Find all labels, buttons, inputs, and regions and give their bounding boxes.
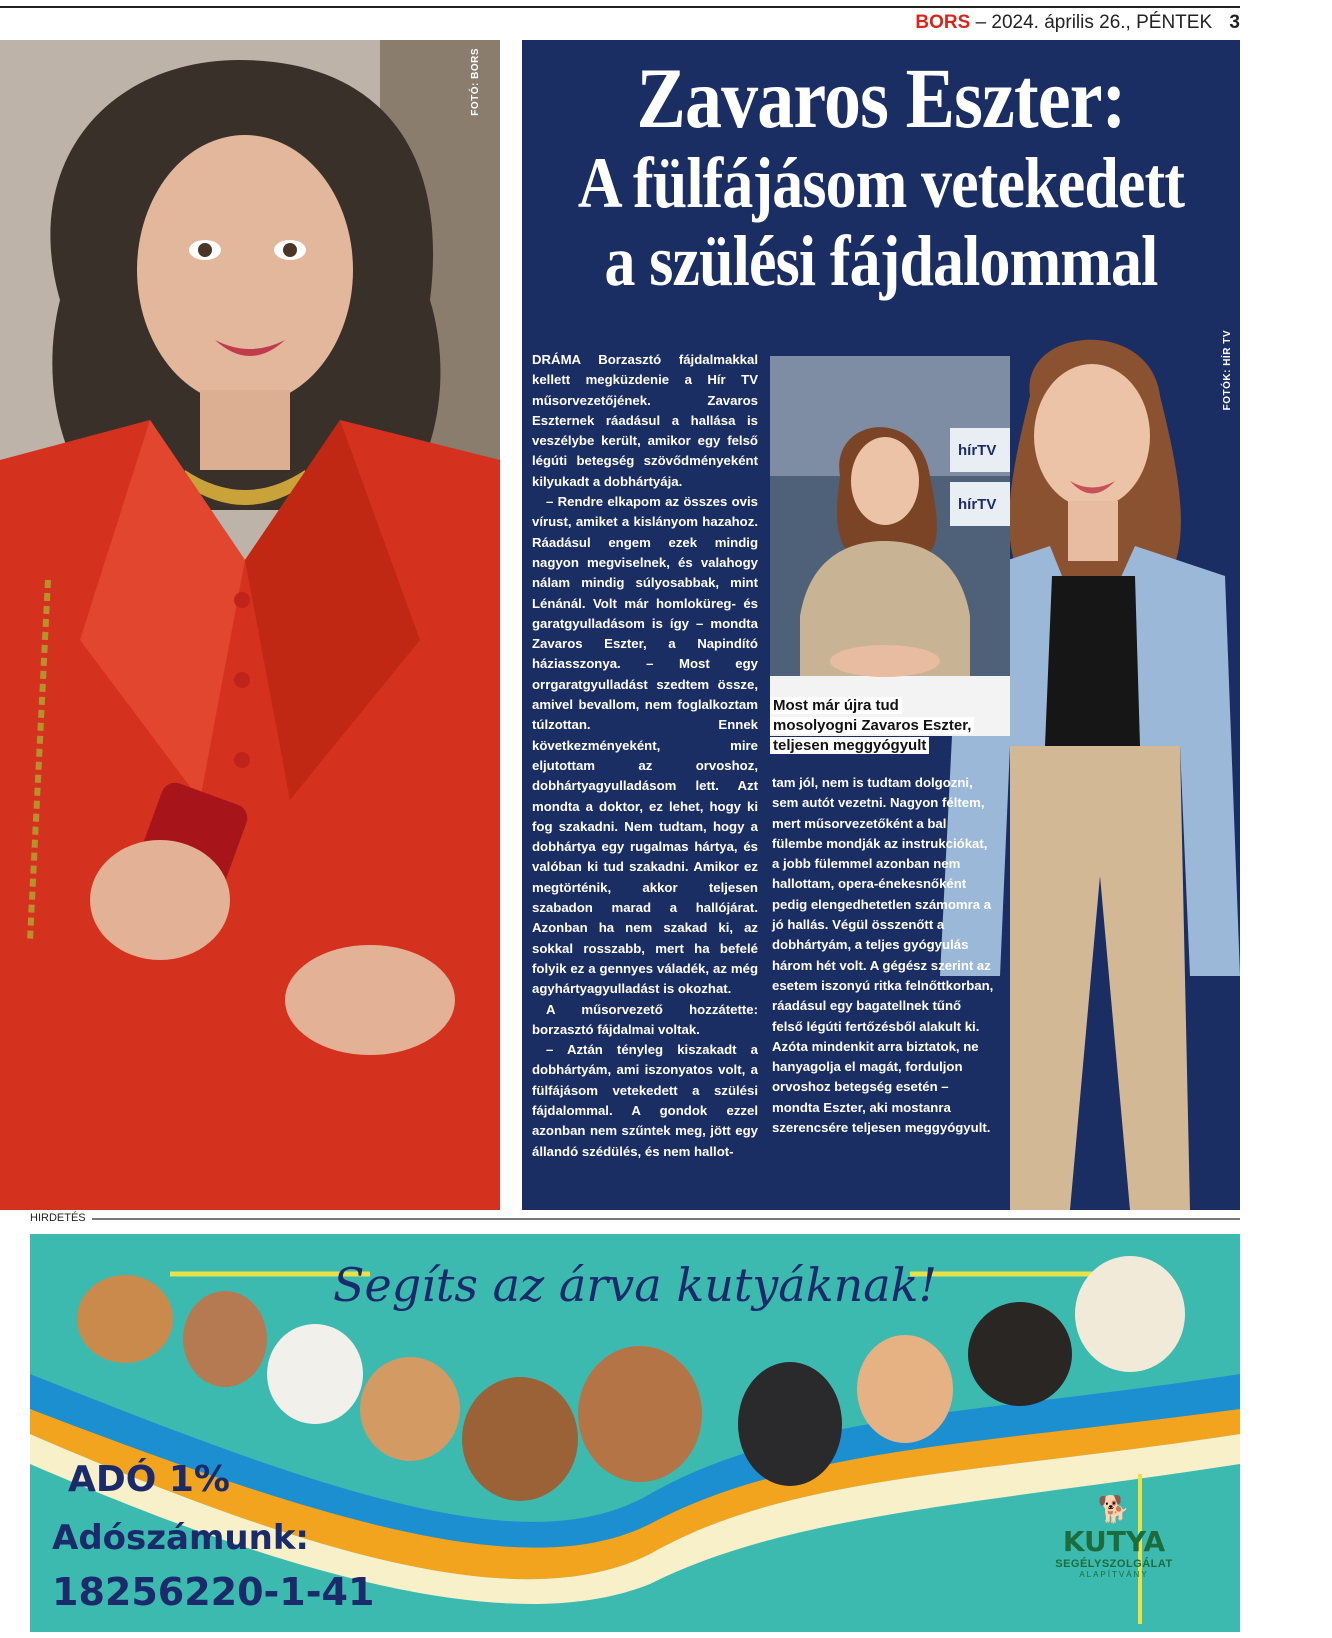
headline-line-3: a szülési fájdalommal (604, 221, 1158, 301)
portrait-illustration (0, 40, 500, 1210)
dog-charity-advert (30, 1234, 1240, 1632)
logo-main: KUTYA (1062, 1525, 1166, 1558)
portrait-photo-red-jacket (0, 40, 500, 1210)
caption-line: Most már újra tud (770, 697, 902, 714)
headline-line-2: A fülfájásom vetekedett (577, 143, 1185, 223)
body-paragraph-continued: tam jól, nem is tudtam dolgozni, sem autót vezetni. Nagyon féltem, mert műsorvezetőként a bal fülembe mondják az instrukciókat, a jobb fülemmel azonban nem hallottam, opera-énekesnőként pedig elengedhetetlen számomra a jó hallás. Végül összenőtt a dobhártyám, a teljes gyógyulás három hét volt. A gégész szerint az esetem iszonyú ritka felnőttkorban, ráadásul egy bagatellnek tűnő felső légúti fertőzésből alakult ki. Azóta mindenkit arra biztatok, ne hanyagolja el magát, forduljon orvoshoz betegség esetén – mondta Eszter, aki mostanra szerencsére teljesen meggyógyult. (772, 775, 994, 1136)
headline (522, 52, 1240, 300)
page-header (0, 10, 1240, 36)
issue-date: – 2024. április 26., PÉNTEK (975, 12, 1213, 33)
dog-head-icon: 🐕 (1097, 1494, 1131, 1524)
photo-caption (770, 696, 1015, 756)
studio-photo (770, 356, 1010, 736)
ad-account-number: 18256220-1-41 (52, 1570, 375, 1614)
logo-foot: ALAPÍTVÁNY (1079, 1570, 1149, 1579)
ad-title: Segíts az árva kutyáknak! (332, 1258, 938, 1312)
logo-sub: SEGÉLYSZOLGÁLAT (1055, 1558, 1173, 1570)
charity-logo (1054, 1494, 1174, 1624)
ad-account-label: Adószámunk: (52, 1518, 310, 1558)
ad-rule (92, 1218, 1240, 1220)
article-panel (522, 40, 1240, 1210)
body-paragraph: – Rendre elkapom az összes ovis vírust, amiket a kislányom hazahoz. Ráadásul engem ezek mindig nagyon megviselnek, és valahogy nálam mindig súlyosabbak, mint Lénánál. Volt már homloküreg- és garatgyulladásom is így – mondta Zavaros Eszter, a Napindító háziasszonya. – Most egy orrgaratgyulladást szedtem össze, amivel bevallom, nem foglalkoztam túlzottan. Ennek következményeként, mire eljutottam az orvoshoz, dobhártyagyulladásom lett. Azt mondta a doktor, ez lehet, hogy ki fog szakadni. Nem tudtam, hogy a dobhártya egy rugalmas hártya, és valóban ki tud szakadni. Amikor ez megtörténik, akkor teljesen szabadon marad a hallójárat. Azonban ha nem szakad ki, az sokkal rosszabb, mert ha befelé folyik ez a gennyes váladék, az még agyhártyagyulladást is okozhat. (532, 494, 758, 997)
tv-logo-lower: hírTV (958, 496, 997, 513)
headline-line-1: Zavaros Eszter: (636, 50, 1126, 146)
article-column-1 (532, 350, 758, 1162)
page-number: 3 (1229, 12, 1240, 33)
studio-illustration (770, 356, 1010, 736)
caption-line: teljesen meggyógyult (770, 737, 929, 754)
body-paragraph: A műsorvezető hozzátette: borzasztó fájdalmai voltak. (532, 1001, 758, 1037)
photo-credit-hirtv: FOTÓK: HÍR TV (1222, 330, 1233, 411)
lead-paragraph: Borzasztó fájdalmakkal kellett megküzdenie a Hír TV műsorvezetőjének. Zavaros Eszternek ráadásul a hallása is veszélybe került, amikor egy felső légúti betegség szövődményeként kilyukadt a dobhártyája. (532, 352, 758, 489)
ad-tax-percent: ADÓ 1% (68, 1459, 230, 1500)
caption-line: mosolyogni Zavaros Eszter, (770, 717, 974, 734)
photo-credit-bors: FOTÓ: BORS (470, 48, 481, 116)
article-column-2 (772, 773, 994, 1138)
header-rule (0, 6, 1240, 8)
kicker: DRÁMA (532, 352, 581, 367)
ad-label: HIRDETÉS (30, 1212, 86, 1224)
brand-name: BORS (915, 12, 971, 33)
tv-logo-upper: hírTV (958, 442, 997, 459)
body-paragraph: – Aztán tényleg kiszakadt a dobhártyám, ami iszonyatos volt, a fülfájásom vetekedett a szülési fájdalommal. A gondok ezzel azonban nem szűntek meg, jött egy állandó szédülés, és nem hallot- (532, 1042, 758, 1159)
